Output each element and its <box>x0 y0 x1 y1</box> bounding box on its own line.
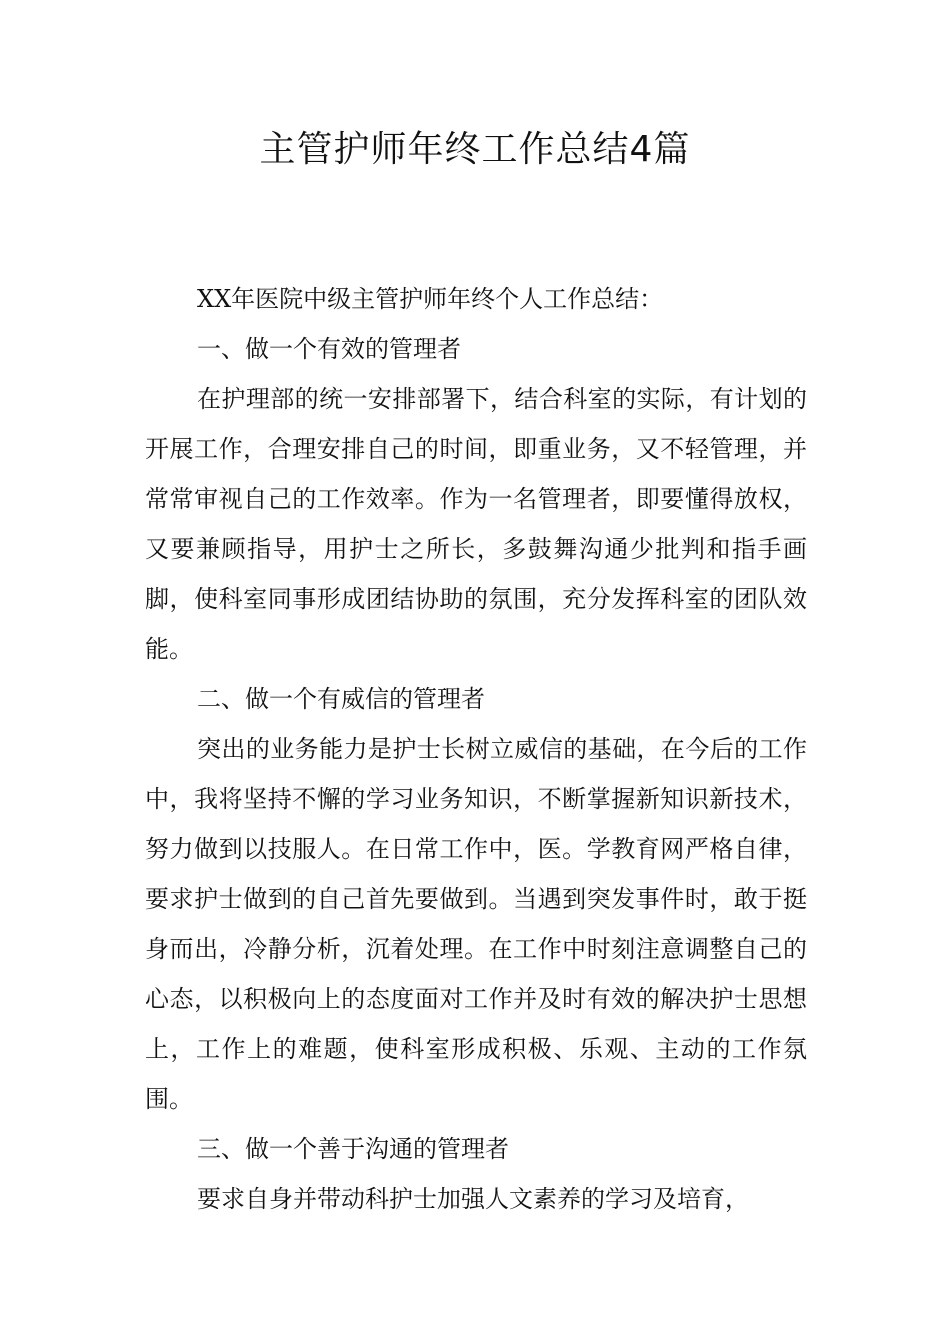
section-heading-1: 一、做一个有效的管理者 <box>197 335 461 363</box>
body-paragraph-2: 突出的业务能力是护士长树立威信的基础，在今后的工作中，我将坚持不懈的学习业务知识，不断掌握新知识新技术，努力做到以技服人。在日常工作中，医。学教育网严格自律，要求护士做到的自己首先要做到。当遇到突发事件时，敢于挺身而出，冷静分析，沉着处理。在工作中时刻注意调整自己的心态，以积极向上的态度面对工作并及时有效的解决护士思想上，工作上的难题，使科室形成积极、乐观、主动的工作氛围。 <box>145 735 807 1113</box>
document-body <box>145 274 807 1224</box>
section-heading-2: 二、做一个有威信的管理者 <box>197 685 485 713</box>
body-paragraph-3: 要求自身并带动科护士加强人文素养的学习及培育， <box>197 1185 749 1213</box>
body-paragraph-1: 在护理部的统一安排部署下，结合科室的实际，有计划的开展工作，合理安排自己的时间，即重业务，又不轻管理，并常常审视自己的工作效率。作为一名管理者，即要懂得放权，又要兼顾指导，用护士之所长，多鼓舞沟通少批判和指手画脚，使科室同事形成团结协助的氛围，充分发挥科室的团队效能。 <box>145 385 807 663</box>
section-heading-3: 三、做一个善于沟通的管理者 <box>197 1135 509 1163</box>
document-title: 主管护师年终工作总结4篇 <box>259 129 691 170</box>
intro-paragraph: XX年医院中级主管护师年终个人工作总结： <box>197 285 664 313</box>
